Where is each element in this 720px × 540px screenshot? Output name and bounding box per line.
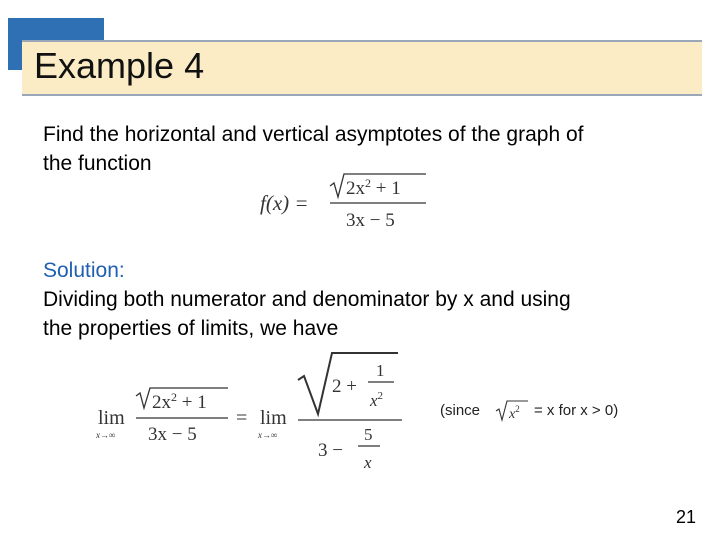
- formula-rad-exp: 2: [365, 176, 371, 190]
- formula-lhs: f(x) =: [260, 191, 309, 215]
- note-rad-exp: 2: [515, 404, 520, 414]
- intro-line-1: Find the horizontal and vertical asymptotes of the graph of: [43, 123, 584, 146]
- lim-left-sub: x→∞: [96, 430, 116, 440]
- formula-rad-term: 2x: [346, 178, 365, 199]
- lim-left: lim: [98, 407, 125, 429]
- outer-x: x: [364, 453, 372, 472]
- inner-numerator-one: 1: [376, 361, 385, 380]
- inner-x: x: [370, 391, 378, 410]
- page-number: 21: [676, 507, 697, 527]
- intro-line-2: the function: [43, 152, 152, 175]
- formula-denominator: 3x − 5: [346, 210, 395, 231]
- svg-text:2x2 + 1: [346, 176, 401, 199]
- lim-right-sub: x→∞: [258, 430, 278, 440]
- lim-left-denominator: 3x − 5: [148, 424, 197, 445]
- lim-left-rad-exp: 2: [171, 390, 177, 404]
- outer-three-minus: 3 −: [318, 440, 343, 461]
- limit-formula: [92, 348, 412, 476]
- note-prefix: (since: [440, 402, 481, 419]
- note-rad-x: x: [509, 407, 516, 422]
- solution-label: Solution:: [43, 259, 125, 282]
- lim-right: lim: [260, 407, 287, 429]
- slide-title: Example 4: [34, 45, 205, 86]
- function-formula: [258, 170, 438, 234]
- inner-two-plus: 2 +: [332, 376, 357, 397]
- solution-text: [43, 256, 571, 343]
- solution-line-1: Dividing both numerator and denominator by x and using: [43, 288, 571, 311]
- svg-text:2x2 + 1: [152, 390, 207, 413]
- svg-text:x2: [369, 390, 383, 410]
- inner-x-exp: 2: [377, 390, 384, 402]
- outer-five: 5: [364, 425, 373, 444]
- note-suffix: = x for x > 0): [534, 402, 619, 419]
- formula-rad-rest: + 1: [371, 178, 401, 199]
- lim-left-rad-term: 2x: [152, 392, 171, 413]
- solution-line-2: the properties of limits, we have: [43, 317, 339, 340]
- svg-text:x2: [508, 404, 520, 422]
- note-radical: [492, 396, 532, 426]
- equals-sign: =: [236, 407, 248, 429]
- lim-left-rad-rest: + 1: [177, 392, 207, 413]
